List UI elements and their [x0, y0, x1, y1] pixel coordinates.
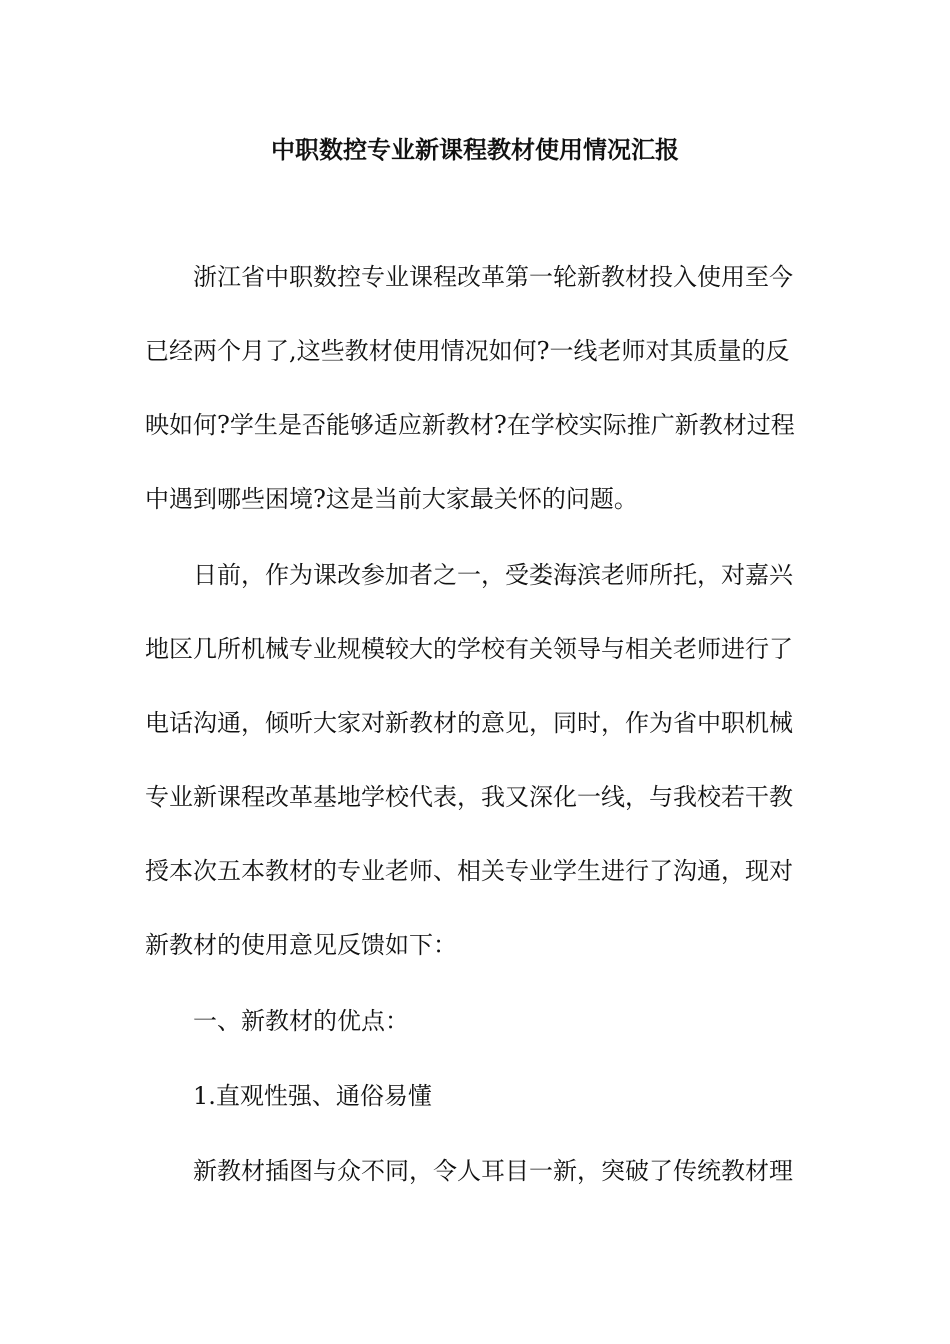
document-title: 中职数控专业新课程教材使用情况汇报	[271, 135, 679, 164]
paragraph-line: 日前，作为课改参加者之一，受娄海滨老师所托，对嘉兴	[193, 561, 793, 589]
section-heading: 一、新教材的优点：	[193, 1007, 409, 1035]
paragraph-line: 专业新课程改革基地学校代表，我又深化一线，与我校若干教	[145, 783, 793, 811]
paragraph-line: 浙江省中职数控专业课程改革第一轮新教材投入使用至今	[193, 263, 793, 291]
paragraph-line: 中遇到哪些困境?这是当前大家最关怀的问题。	[145, 485, 638, 513]
paragraph-line: 新教材插图与众不同，令人耳目一新，突破了传统教材理	[193, 1157, 793, 1185]
paragraph-line: 映如何?学生是否能够适应新教材?在学校实际推广新教材过程	[145, 411, 795, 439]
paragraph-line: 地区几所机械专业规模较大的学校有关领导与相关老师进行了	[145, 635, 793, 663]
paragraph-line: 新教材的使用意见反馈如下：	[145, 931, 457, 959]
paragraph-line: 电话沟通，倾听大家对新教材的意见，同时，作为省中职机械	[145, 709, 793, 737]
subsection-heading: 1.直观性强、通俗易懂	[193, 1082, 432, 1110]
paragraph-line: 授本次五本教材的专业老师、相关专业学生进行了沟通，现对	[145, 857, 793, 885]
paragraph-line: 已经两个月了,这些教材使用情况如何?一线老师对其质量的反	[145, 337, 790, 365]
